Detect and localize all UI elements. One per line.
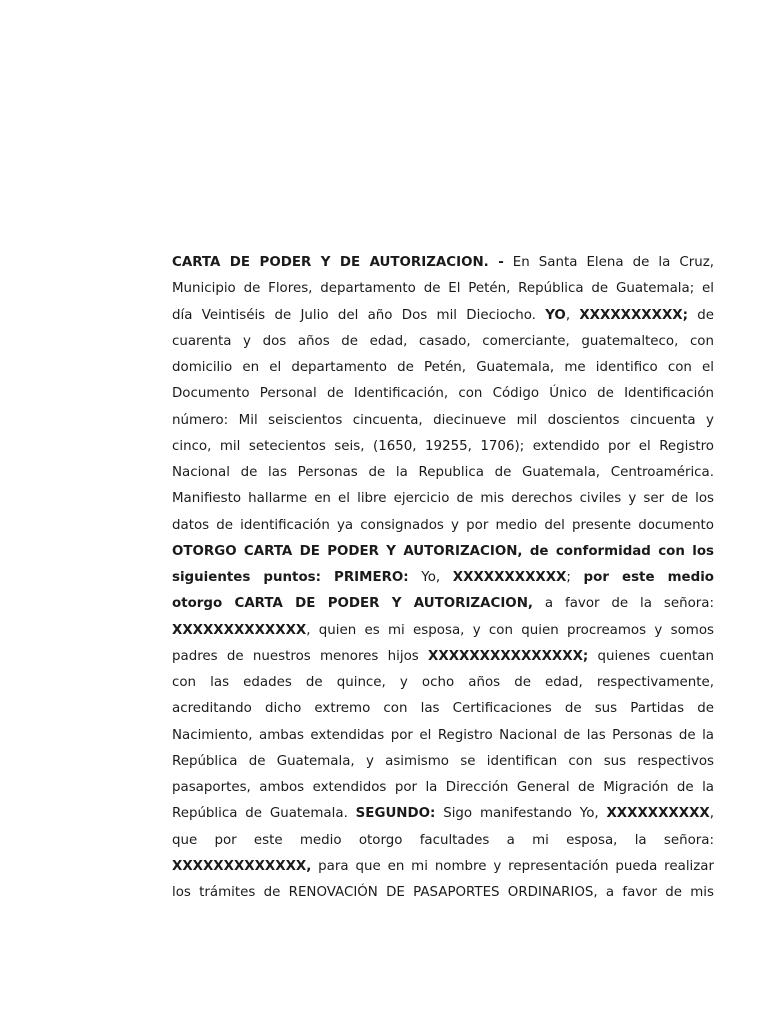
document-line bbox=[172, 644, 714, 670]
document-line bbox=[172, 460, 714, 486]
bold-text-segment: XXXXXXXXXX; bbox=[579, 307, 688, 323]
text-segment: a favor de la señora: bbox=[532, 596, 714, 612]
text-segment: ; bbox=[566, 570, 584, 585]
text-segment: datos de identificación ya consignados y por medio del presente documento bbox=[172, 517, 714, 533]
bold-text-segment: por este medio bbox=[583, 570, 714, 585]
document-line bbox=[172, 381, 714, 407]
document-line bbox=[172, 355, 714, 381]
text-segment: Sigo manifestando Yo, bbox=[435, 806, 607, 822]
bold-text-segment: SEGUNDO: bbox=[355, 806, 436, 822]
text-segment: Manifiesto hallarme en el libre ejercicio de mis derechos civiles y ser de los bbox=[172, 491, 714, 507]
document-line bbox=[172, 565, 714, 591]
text-segment: República de Guatemala, y asimismo se identifican con sus respectivos bbox=[172, 753, 714, 769]
text-segment: Nacional de las Personas de la Republica de Guatemala, Centroamérica. bbox=[172, 465, 714, 480]
text-segment: Nacimiento, ambas extendidas por el Registro Nacional de las Personas de la bbox=[172, 727, 714, 743]
text-segment: de bbox=[687, 307, 714, 323]
document-line bbox=[172, 670, 714, 696]
document-line bbox=[172, 854, 714, 880]
document-line bbox=[172, 250, 714, 276]
text-segment: Municipio de Flores, departamento de El Petén, República de Guatemala; el bbox=[172, 281, 714, 297]
text-segment: , quien es mi esposa, y con quien procreamos y somos bbox=[306, 622, 714, 638]
text-segment: los trámites de RENOVACIÓN DE PASAPORTES ORDINARIOS, a favor de mis bbox=[172, 885, 714, 900]
document-line bbox=[172, 513, 714, 539]
text-segment: En Santa Elena de la Cruz, bbox=[503, 255, 714, 270]
document-line bbox=[172, 591, 714, 617]
document-line bbox=[172, 434, 714, 460]
text-segment: padres de nuestros menores hijos bbox=[172, 648, 429, 664]
text-segment: pasaportes, ambos extendidos por la Dirección General de Migración de la bbox=[172, 780, 714, 795]
document-line bbox=[172, 486, 714, 512]
bold-text-segment: XXXXXXXXXX bbox=[606, 806, 710, 822]
text-segment: quienes cuentan bbox=[588, 648, 714, 664]
document-line bbox=[172, 828, 714, 854]
document-line bbox=[172, 329, 714, 355]
bold-text-segment: XXXXXXXXXXX bbox=[452, 570, 567, 585]
document-line bbox=[172, 696, 714, 722]
text-segment: , bbox=[709, 806, 714, 822]
text-segment: Documento Personal de Identificación, con Código Único de Identificación bbox=[172, 386, 714, 402]
bold-text-segment: CARTA DE PODER Y DE AUTORIZACION. - bbox=[172, 255, 504, 270]
bold-text-segment: YO bbox=[545, 307, 566, 323]
document-body bbox=[172, 250, 714, 906]
text-segment: acreditando dicho extremo con las Certificaciones de sus Partidas de bbox=[172, 701, 714, 717]
document-line bbox=[172, 775, 714, 801]
text-segment: que por este medio otorgo facultades a mi esposa, la señora: bbox=[172, 832, 714, 848]
bold-text-segment: siguientes puntos: PRIMERO: bbox=[172, 570, 409, 585]
text-segment: número: Mil seiscientos cincuenta, diecinueve mil doscientos cincuenta y bbox=[172, 412, 714, 428]
document-line bbox=[172, 880, 714, 906]
text-segment: con las edades de quince, y ocho años de edad, respectivamente, bbox=[172, 675, 714, 690]
document-line bbox=[172, 749, 714, 775]
bold-text-segment: XXXXXXXXXXXXXXX; bbox=[428, 648, 589, 664]
text-segment: día Veintiséis de Julio del año Dos mil Dieciocho. bbox=[172, 307, 546, 323]
text-segment: , bbox=[565, 307, 580, 323]
bold-text-segment: OTORGO CARTA DE PODER Y AUTORIZACION, de conformidad con los bbox=[172, 543, 714, 559]
document-line bbox=[172, 723, 714, 749]
text-segment: cuarenta y dos años de edad, casado, comerciante, guatemalteco, con bbox=[172, 333, 714, 349]
bold-text-segment: XXXXXXXXXXXXX bbox=[172, 622, 307, 638]
text-segment: cinco, mil setecientos seis, (1650, 19255, 1706); extendido por el Registro bbox=[172, 438, 714, 454]
text-segment: República de Guatemala. bbox=[172, 806, 356, 822]
document-line bbox=[172, 303, 714, 329]
text-segment: para que en mi nombre y representación pueda realizar bbox=[311, 858, 714, 874]
document-line bbox=[172, 618, 714, 644]
bold-text-segment: XXXXXXXXXXXXX, bbox=[172, 858, 312, 874]
document-line bbox=[172, 408, 714, 434]
document-line bbox=[172, 276, 714, 302]
text-segment: domicilio en el departamento de Petén, Guatemala, me identifico con el bbox=[172, 360, 714, 375]
document-line bbox=[172, 539, 714, 565]
bold-text-segment: otorgo CARTA DE PODER Y AUTORIZACION, bbox=[172, 596, 533, 612]
text-segment: Yo, bbox=[408, 570, 453, 585]
document-line bbox=[172, 801, 714, 827]
